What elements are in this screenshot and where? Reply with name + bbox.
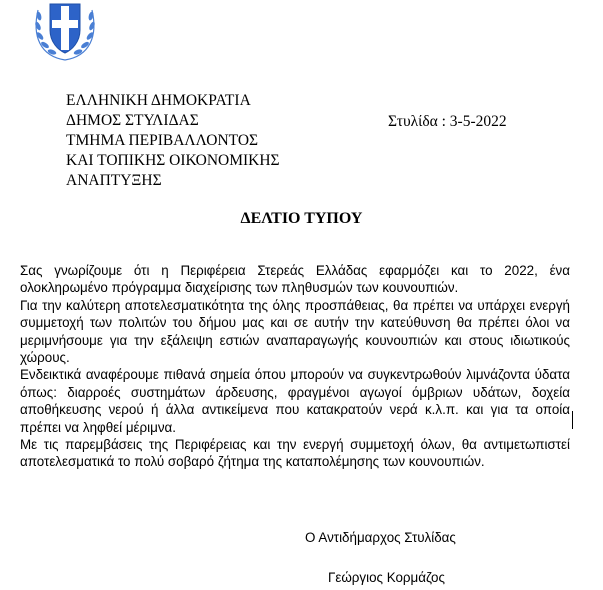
issuer-line-department-2: ΚΑΙ ΤΟΠΙΚΗΣ ΟΙΚΟΝΟΜΙΚΗΣ [66, 152, 280, 169]
document-body [20, 262, 570, 471]
body-paragraph: Για την καλύτερη αποτελεσματικότητα της όλης προσπάθειας, θα πρέπει να υπάρχει ενεργή συμμετοχή των πολιτών του δήμου μας και σε αυτήν την κατεύθυνση θα πρέπει όλοι να μεριμνήσουμε για την εξάλειψη εστιών αναπαραγωγής κουνουπιών και στους ιδιωτικούς χώρους. [20, 297, 570, 366]
issuer-block [66, 91, 280, 191]
issuer-line-municipality: ΔΗΜΟΣ ΣΤΥΛΙΔΑΣ [66, 112, 199, 129]
issuer-line-department: ΤΜΗΜΑ ΠΕΡΙΒΑΛΛΟΝΤΟΣ [66, 132, 259, 149]
place-date: Στυλίδα : 3-5-2022 [388, 113, 507, 130]
body-paragraph: Σας γνωρίζουμε ότι η Περιφέρεια Στερεάς Ελλάδας εφαρμόζει και το 2022, ένα ολοκληρωμένο πρόγραμμα διαχείρισης των πληθυσμών των κουνουπιών. [20, 263, 570, 296]
body-paragraph: Με τις παρεμβάσεις της Περιφέρειας και την ενεργή συμμετοχή όλων, θα αντιμετωπιστεί αποτελεσματικά το πολύ σοβαρό ζήτημα της καταπολέμησης των κουνουπιών. [20, 437, 570, 470]
signature-role: Ο Αντιδήμαρχος Στυλίδας [305, 530, 456, 545]
signature-name: Γεώργιος Κορμάζος [328, 570, 445, 585]
text-cursor [572, 411, 573, 429]
greek-coat-of-arms-icon [30, 0, 100, 62]
body-paragraph: Ενδεικτικά αναφέρουμε πιθανά σημεία όπου μπορούν να συγκεντρωθούν λιμνάζοντα ύδατα όπως: διαρροές συστημάτων άρδευσης, φραγμένοι αγωγοί όμβριων υδάτων, δοχεία αποθήκευσης νερού ή άλλα αντικείμενα που κατακρατούν νερά κ.λ.π. και για τα οποία πρέπει να ληφθεί μέριμνα. [20, 367, 570, 435]
issuer-line-country: ΕΛΛΗΝΙΚΗ ΔΗΜΟΚΡΑΤΙΑ [66, 92, 251, 109]
document-title: ΔΕΛΤΙΟ ΤΥΠΟΥ [240, 210, 363, 227]
issuer-line-department-3: ΑΝΑΠΤΥΞΗΣ [66, 172, 162, 189]
